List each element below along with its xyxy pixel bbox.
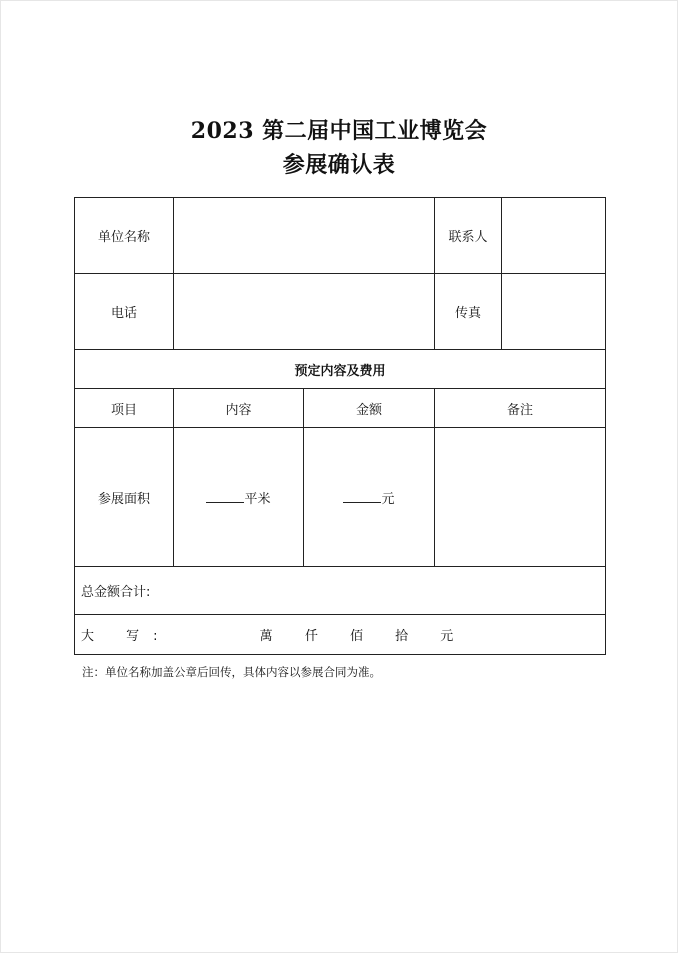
total-label: 总金额合计: (81, 585, 151, 600)
unit-shi: 拾 (395, 629, 409, 644)
unit-yuan: 元 (440, 629, 454, 644)
fax-label: 传真 (435, 274, 502, 350)
area-content-cell (174, 428, 304, 567)
capital-amount-row (75, 615, 606, 655)
unit-bai: 佰 (349, 629, 363, 644)
fax-field[interactable] (502, 274, 606, 350)
header-amount: 金额 (304, 389, 435, 428)
document-title: 2023 第二届中国工业博览会 (190, 118, 488, 144)
unit-name-field[interactable] (174, 198, 435, 274)
area-blank[interactable] (206, 490, 244, 503)
footnote: 注：单位名称加盖公章后回传，具体内容以参展合同为准。 (82, 665, 381, 679)
header-item: 项目 (75, 389, 174, 428)
amount-blank[interactable] (343, 490, 381, 503)
booth-area-label: 参展面积 (75, 428, 174, 567)
phone-field[interactable] (174, 274, 435, 350)
total-amount-row (75, 567, 606, 615)
unit-qian: 仟 (304, 629, 318, 644)
capital-units (260, 625, 482, 644)
unit-wan: 萬 (259, 629, 273, 644)
area-unit: 平米 (244, 491, 271, 507)
section-title: 预定内容及费用 (75, 350, 606, 389)
unit-name-label: 单位名称 (75, 198, 174, 274)
document-subtitle: 参展确认表 (282, 152, 396, 178)
remarks-field[interactable] (435, 428, 606, 567)
phone-label: 电话 (75, 274, 174, 350)
confirmation-form-table (74, 197, 606, 655)
header-remarks: 备注 (435, 389, 606, 428)
header-content: 内容 (174, 389, 304, 428)
contact-field[interactable] (502, 198, 606, 274)
capital-label: 大 写: (81, 629, 172, 644)
amount-cell (304, 428, 435, 567)
amount-unit: 元 (381, 491, 395, 507)
contact-label: 联系人 (435, 198, 502, 274)
